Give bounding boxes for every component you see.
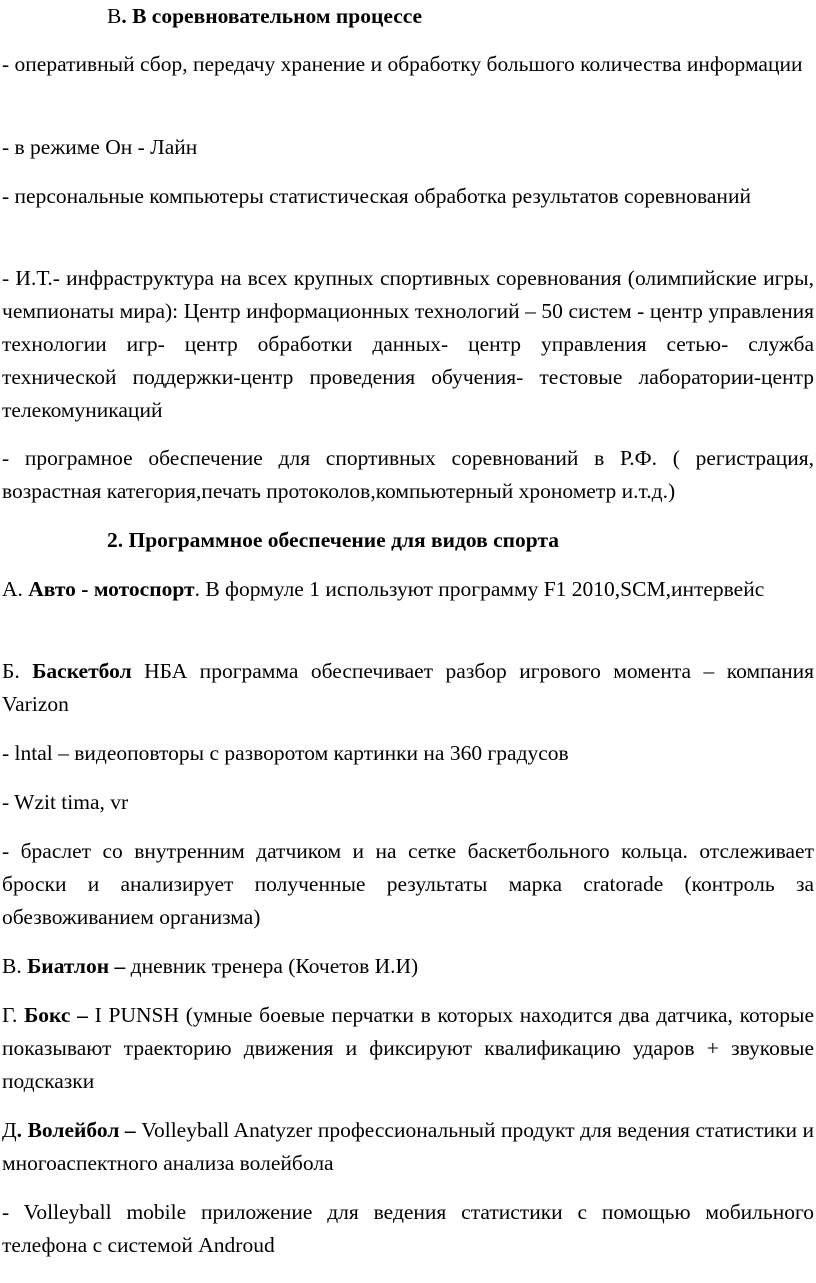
volley-text: Volleyball Anatyzer профессиональный продукт для ведения статистики и многоаспектного анализа волейбола: [2, 1118, 814, 1175]
biathlon-text: дневник тренера (Кочетов И.И): [125, 954, 419, 978]
paragraph-bracelet: - браслет со внутренним датчиком и на сетке баскетбольного кольца. отслеживает броски и анализирует полученные результаты марка cratorade (контроль за обезвоживанием организма): [2, 839, 814, 929]
volley-title: . Волейбол –: [16, 1118, 136, 1142]
paragraph-volleyball: [2, 1114, 814, 1180]
section-v-title: . В соревновательном процессе: [121, 4, 423, 28]
box-text: I PUNSH (умные боевые перчатки в которых находится два датчика, которые показывают траекторию движения и фиксируют квалификацию ударов + звуковые подсказки: [2, 1003, 815, 1093]
paragraph-personal-computers: - персональные компьютеры статистическая обработка результатов соревнований: [2, 184, 751, 208]
paragraph-volleyball-mobile: - Volleyball mobile приложение для ведения статистики с помощью мобильного телефона с системой Androud: [2, 1200, 814, 1257]
paragraph-box: [2, 999, 814, 1098]
paragraph-wzit: - Wzit tima, vr: [2, 790, 129, 814]
basket-text: НБА программа обеспечивает разбор игрового момента – компания Varizon: [2, 659, 814, 716]
biathlon-title: Биатлон –: [27, 954, 126, 978]
section-2-heading: [107, 524, 559, 557]
section-v-letter: В: [107, 4, 122, 28]
auto-prefix: А.: [2, 577, 29, 601]
section-2-title: 2. Программное обеспечение для видов спорта: [107, 528, 560, 552]
paragraph-software-rf: - програмное обеспечение для спортивных соревнований в Р.Ф. ( регистрация, возрастная категория,печать протоколов,компьютерный хронометр и.т.д.): [2, 446, 814, 503]
volley-prefix: Д: [2, 1118, 17, 1142]
biathlon-prefix: В.: [2, 954, 28, 978]
section-v-heading: [107, 0, 422, 33]
auto-title: Авто - мотоспорт: [28, 577, 195, 601]
paragraph-lntal: - lntal – видеоповторы с разворотом картинки на 360 градусов: [2, 741, 569, 765]
basket-prefix: Б.: [2, 659, 33, 683]
paragraph-basketball: [2, 655, 814, 721]
box-prefix: Г.: [2, 1003, 25, 1027]
paragraph-auto-motorsport: [2, 573, 814, 606]
paragraph-online-mode: - в режиме Он - Лайн: [2, 135, 198, 159]
auto-text: . В формуле 1 используют программу F1 2010,SCM,интервейс: [194, 577, 765, 601]
basket-title: Баскетбол: [32, 659, 132, 683]
paragraph-it-infrastructure: - И.Т.- инфраструктура на всех крупных спортивных соревнования (олимпийские игры, чемпионаты мира): Центр информационных технологий – 50 систем - центр управления технологии игр- центр обработки данных- центр управления сетью- служба технической поддержки-центр проведения обучения- тестовые лаборатории-центр телекомуникаций: [2, 266, 814, 422]
paragraph-data-collection: - оперативный сбор, передачу хранение и обработку большого количества информации: [2, 52, 803, 76]
box-title: Бокс –: [24, 1003, 88, 1027]
paragraph-biathlon: [2, 950, 814, 983]
